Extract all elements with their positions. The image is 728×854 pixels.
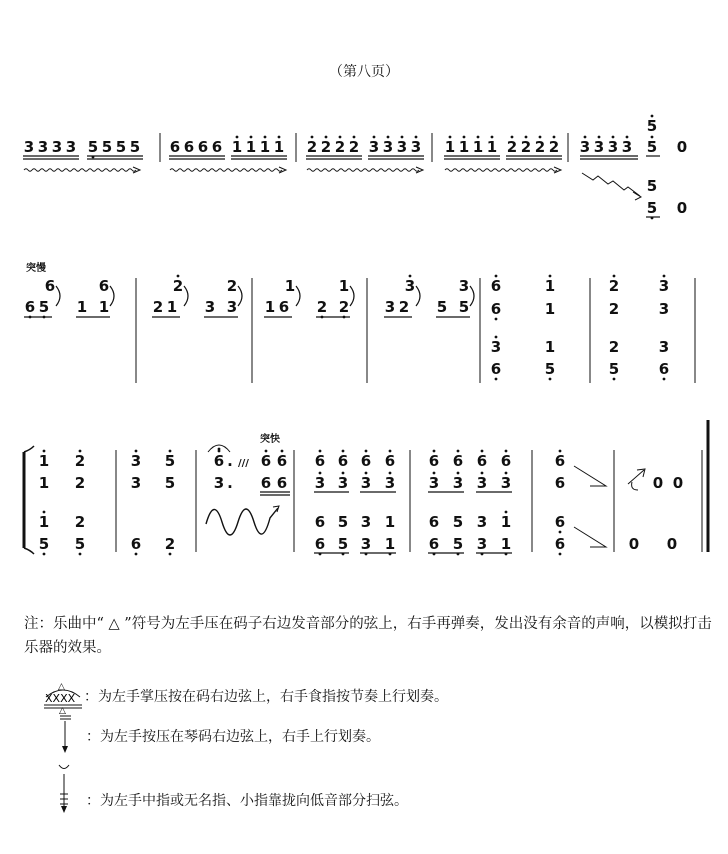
note: 3 [410, 138, 422, 156]
octave-dot-high [278, 136, 281, 139]
note: 6 [490, 360, 502, 378]
note: 5 [646, 177, 658, 195]
octave-dot-high [505, 450, 508, 453]
note: 3 [382, 138, 394, 156]
system-3 [24, 420, 708, 555]
note: 5 [646, 199, 658, 217]
tempo-fast: 突快 [260, 434, 280, 445]
note: 3 [458, 277, 470, 295]
octave-dot-high [553, 136, 556, 139]
octave-dot-high [525, 136, 528, 139]
octave-dot-high [449, 136, 452, 139]
note: 3 [500, 474, 512, 492]
note: 5 [452, 513, 464, 531]
note: 3 [37, 138, 49, 156]
note: 5 [646, 117, 658, 135]
slur [296, 286, 300, 306]
octave-dot-high [177, 275, 180, 278]
note: 1 [486, 138, 498, 156]
note: 2 [334, 138, 346, 156]
octave-dot-high [409, 275, 412, 278]
octave-dot-high [373, 136, 376, 139]
note: 6 [337, 452, 349, 470]
octave-dot-high [651, 115, 654, 118]
note: 6 [490, 277, 502, 295]
note: 1 [38, 513, 50, 531]
note: 3 [396, 138, 408, 156]
note: 1 [444, 138, 456, 156]
octave-dot-high [325, 136, 328, 139]
note: 0 [676, 199, 688, 217]
note: 2 [226, 277, 238, 295]
legend-2-text: ：为左手按压在琴码右边弦上，右手上行划奏。 [86, 729, 380, 745]
svg-text:XXXX: XXXX [45, 692, 76, 705]
note: 2 [74, 474, 86, 492]
note: 1 [76, 298, 88, 316]
octave-dot-high [457, 472, 460, 475]
note: 3 [476, 535, 488, 553]
note: 1 [384, 535, 396, 553]
note: 6 [260, 452, 272, 470]
octave-dot-high [387, 136, 390, 139]
note: 2 [534, 138, 546, 156]
note: 6 [428, 535, 440, 553]
note: 5 [608, 360, 620, 378]
flick-hook [632, 482, 638, 490]
note: 2 [74, 513, 86, 531]
note: 2 [608, 300, 620, 318]
note: 6 [278, 298, 290, 316]
tremolo-line [170, 169, 282, 172]
octave-dot-high [481, 472, 484, 475]
octave-dot-high [319, 472, 322, 475]
flick-arrow-icon [628, 470, 644, 484]
note: 1 [284, 277, 296, 295]
note: 6 [428, 513, 440, 531]
note: 6 [554, 535, 566, 553]
tremolo-arrow [416, 167, 423, 173]
note: 6 [169, 138, 181, 156]
note: 6 [314, 513, 326, 531]
note: 6 [314, 452, 326, 470]
slur [416, 286, 420, 306]
slur [184, 286, 188, 306]
octave-dot-high [339, 136, 342, 139]
note: 1 [245, 138, 257, 156]
octave-dot-high [491, 136, 494, 139]
note: 6 [384, 452, 396, 470]
note: 3 [658, 300, 670, 318]
note: 6 [554, 452, 566, 470]
note: 3 [476, 513, 488, 531]
note: 2 [520, 138, 532, 156]
octave-dot-high [401, 136, 404, 139]
octave-dot-high [651, 136, 654, 139]
note: 6 [44, 277, 56, 295]
note: 6 [24, 298, 36, 316]
octave-dot-high [463, 136, 466, 139]
note: 1 [231, 138, 243, 156]
note: 3 [384, 298, 396, 316]
octave-dot-low [169, 553, 172, 556]
slur [56, 286, 60, 306]
note: 5 [101, 138, 113, 156]
note: 1 [273, 138, 285, 156]
note: 3 [593, 138, 605, 156]
note: 6 [314, 535, 326, 553]
note: 6 [98, 277, 110, 295]
octave-dot-high [365, 450, 368, 453]
note: 3 [404, 277, 416, 295]
system-2 [24, 261, 695, 383]
octave-dot-high [598, 136, 601, 139]
note: 2 [608, 277, 620, 295]
note: 3 [368, 138, 380, 156]
note: 1 [544, 338, 556, 356]
note: 5 [38, 298, 50, 316]
octave-dot-low [135, 553, 138, 556]
note: 3 [360, 513, 372, 531]
note: 6 [183, 138, 195, 156]
octave-dot-high [433, 472, 436, 475]
note: 6 [554, 474, 566, 492]
octave-dot-low [43, 553, 46, 556]
octave-dot-high [539, 136, 542, 139]
note: 1 [500, 535, 512, 553]
note: 3 [658, 338, 670, 356]
note: 3 [314, 474, 326, 492]
note: 2 [152, 298, 164, 316]
note: 2 [74, 452, 86, 470]
note: 1 [259, 138, 271, 156]
note: 1 [458, 138, 470, 156]
octave-dot-high [584, 136, 587, 139]
octave-dot-high [495, 275, 498, 278]
note: 1 [264, 298, 276, 316]
note: 6 [130, 535, 142, 553]
octave-dot-high [342, 472, 345, 475]
legend-2-symbol-icon [56, 704, 76, 756]
note: 5 [452, 535, 464, 553]
note: 3 [428, 474, 440, 492]
note: 3 [337, 474, 349, 492]
octave-dot-high [663, 275, 666, 278]
octave-dot-high [612, 136, 615, 139]
octave-dot-high [505, 472, 508, 475]
octave-dot-high [549, 275, 552, 278]
note: 1 [500, 513, 512, 531]
note: 5 [129, 138, 141, 156]
note: 6 [428, 452, 440, 470]
note: 6 [276, 474, 288, 492]
octave-dot-high [481, 450, 484, 453]
note: 6 [452, 452, 464, 470]
octave-dot-high [135, 450, 138, 453]
footnote-text: 注：乐曲中“ △ ”符号为左手压在码子右边发音部分的弦上，右手再弹奏，发出没有余音的声响，以模拟打击乐器的效果。 [24, 616, 712, 656]
note: 3 [130, 474, 142, 492]
note: 6 [260, 474, 272, 492]
legend-3-text: ：为左手中指或无名指、小指靠拢向低音部分扫弦。 [86, 793, 408, 809]
note: 2 [506, 138, 518, 156]
note: 6 [490, 300, 502, 318]
note: 0 [628, 535, 640, 553]
octave-dot-high [559, 450, 562, 453]
note: 1 [472, 138, 484, 156]
note: 1 [38, 452, 50, 470]
octave-dot-high [433, 450, 436, 453]
octave-dot-high [415, 136, 418, 139]
octave-dot-high [250, 136, 253, 139]
note: 5 [337, 535, 349, 553]
octave-dot-low [663, 378, 666, 381]
octave-dot-high [218, 450, 221, 453]
note: 2 [398, 298, 410, 316]
octave-dot-high [265, 450, 268, 453]
tremolo-line [24, 169, 136, 172]
slur [238, 286, 242, 306]
octave-dot-high [281, 450, 284, 453]
legend-3 [0, 760, 728, 816]
tremolo-slash-icon: /// [238, 458, 249, 469]
octave-dot-high [365, 472, 368, 475]
note: 0 [652, 474, 664, 492]
octave-dot-high [43, 511, 46, 514]
note: 3 [51, 138, 63, 156]
note: 3 [607, 138, 619, 156]
note: 5 [337, 513, 349, 531]
note: 5 [74, 535, 86, 553]
note: 3 [490, 338, 502, 356]
system-1 [23, 115, 687, 220]
note: 3 [360, 535, 372, 553]
note: 1 [544, 277, 556, 295]
note: 2 [338, 298, 350, 316]
octave-dot-high [236, 136, 239, 139]
octave-dot-high [43, 450, 46, 453]
note: 5 [115, 138, 127, 156]
note: 2 [316, 298, 328, 316]
note: 0 [672, 474, 684, 492]
footnote-main [24, 612, 714, 660]
note: 3 [360, 474, 372, 492]
note: . [227, 474, 233, 492]
slur [470, 286, 474, 306]
note: 5 [87, 138, 99, 156]
octave-dot-high [169, 450, 172, 453]
note: 3 [65, 138, 77, 156]
octave-dot-high [311, 136, 314, 139]
note: 6 [197, 138, 209, 156]
octave-dot-high [319, 450, 322, 453]
note: 3 [476, 474, 488, 492]
note: 1 [338, 277, 350, 295]
note: 1 [38, 474, 50, 492]
octave-dot-high [389, 450, 392, 453]
slur [110, 286, 114, 306]
note: 3 [384, 474, 396, 492]
tempo-slow: 突慢 [26, 263, 46, 274]
note: . [227, 452, 233, 470]
note: 6 [276, 452, 288, 470]
octave-dot-low [613, 378, 616, 381]
note: 3 [130, 452, 142, 470]
note: 5 [458, 298, 470, 316]
octave-dot-low [495, 378, 498, 381]
octave-dot-low [559, 531, 562, 534]
note: 6 [211, 138, 223, 156]
damp-triangle-icon [574, 466, 606, 486]
octave-dot-high [495, 336, 498, 339]
slur [350, 286, 354, 306]
legend-3-symbol-icon [54, 760, 74, 816]
octave-dot-high [511, 136, 514, 139]
note: 6 [500, 452, 512, 470]
note: 3 [579, 138, 591, 156]
note: 6 [213, 452, 225, 470]
wave-glide-icon [206, 508, 278, 535]
page-label: （第八页） [329, 64, 399, 80]
tremolo-arrow [554, 167, 561, 173]
note: 2 [320, 138, 332, 156]
note: 5 [646, 138, 658, 156]
note: 3 [621, 138, 633, 156]
octave-dot-low [549, 378, 552, 381]
octave-dot-high [389, 472, 392, 475]
octave-dot-high [353, 136, 356, 139]
note: 6 [554, 513, 566, 531]
tremolo-line [582, 173, 640, 196]
note: 0 [676, 138, 688, 156]
note: 3 [452, 474, 464, 492]
tremolo-arrow [133, 167, 140, 173]
note: 2 [172, 277, 184, 295]
note: 1 [166, 298, 178, 316]
octave-dot-low [79, 553, 82, 556]
octave-dot-high [457, 450, 460, 453]
octave-dot-high [264, 136, 267, 139]
note: 2 [548, 138, 560, 156]
note: 3 [226, 298, 238, 316]
note: 6 [658, 360, 670, 378]
note: 2 [306, 138, 318, 156]
octave-dot-high [342, 450, 345, 453]
note: 3 [213, 474, 225, 492]
svg-text:△: △ [58, 682, 65, 692]
note: 2 [608, 338, 620, 356]
octave-dot-high [505, 511, 508, 514]
note: 6 [360, 452, 372, 470]
note: 3 [204, 298, 216, 316]
note: 3 [23, 138, 35, 156]
tremolo-line [307, 169, 419, 172]
note: 2 [348, 138, 360, 156]
damp-triangle-icon [574, 527, 606, 547]
octave-dot-high [626, 136, 629, 139]
octave-dot-high [79, 450, 82, 453]
legend-2 [0, 704, 728, 756]
note: 1 [384, 513, 396, 531]
note: 5 [164, 474, 176, 492]
note: 5 [436, 298, 448, 316]
svg-text:△: △ [59, 706, 66, 716]
note: 1 [98, 298, 110, 316]
octave-dot-low [495, 318, 498, 321]
octave-dot-high [613, 275, 616, 278]
note: 3 [658, 277, 670, 295]
note: 5 [38, 535, 50, 553]
octave-dot-high [477, 136, 480, 139]
note: 5 [544, 360, 556, 378]
note: 6 [476, 452, 488, 470]
note: 5 [164, 452, 176, 470]
note: 1 [544, 300, 556, 318]
octave-dot-low [559, 553, 562, 556]
tremolo-arrow [279, 167, 286, 173]
note: 0 [666, 535, 678, 553]
tremolo-line [445, 169, 557, 172]
note: 2 [164, 535, 176, 553]
legend-1-text: ：为左手掌压按在码右边弦上，右手食指按节奏上行划奏。 [84, 689, 448, 705]
